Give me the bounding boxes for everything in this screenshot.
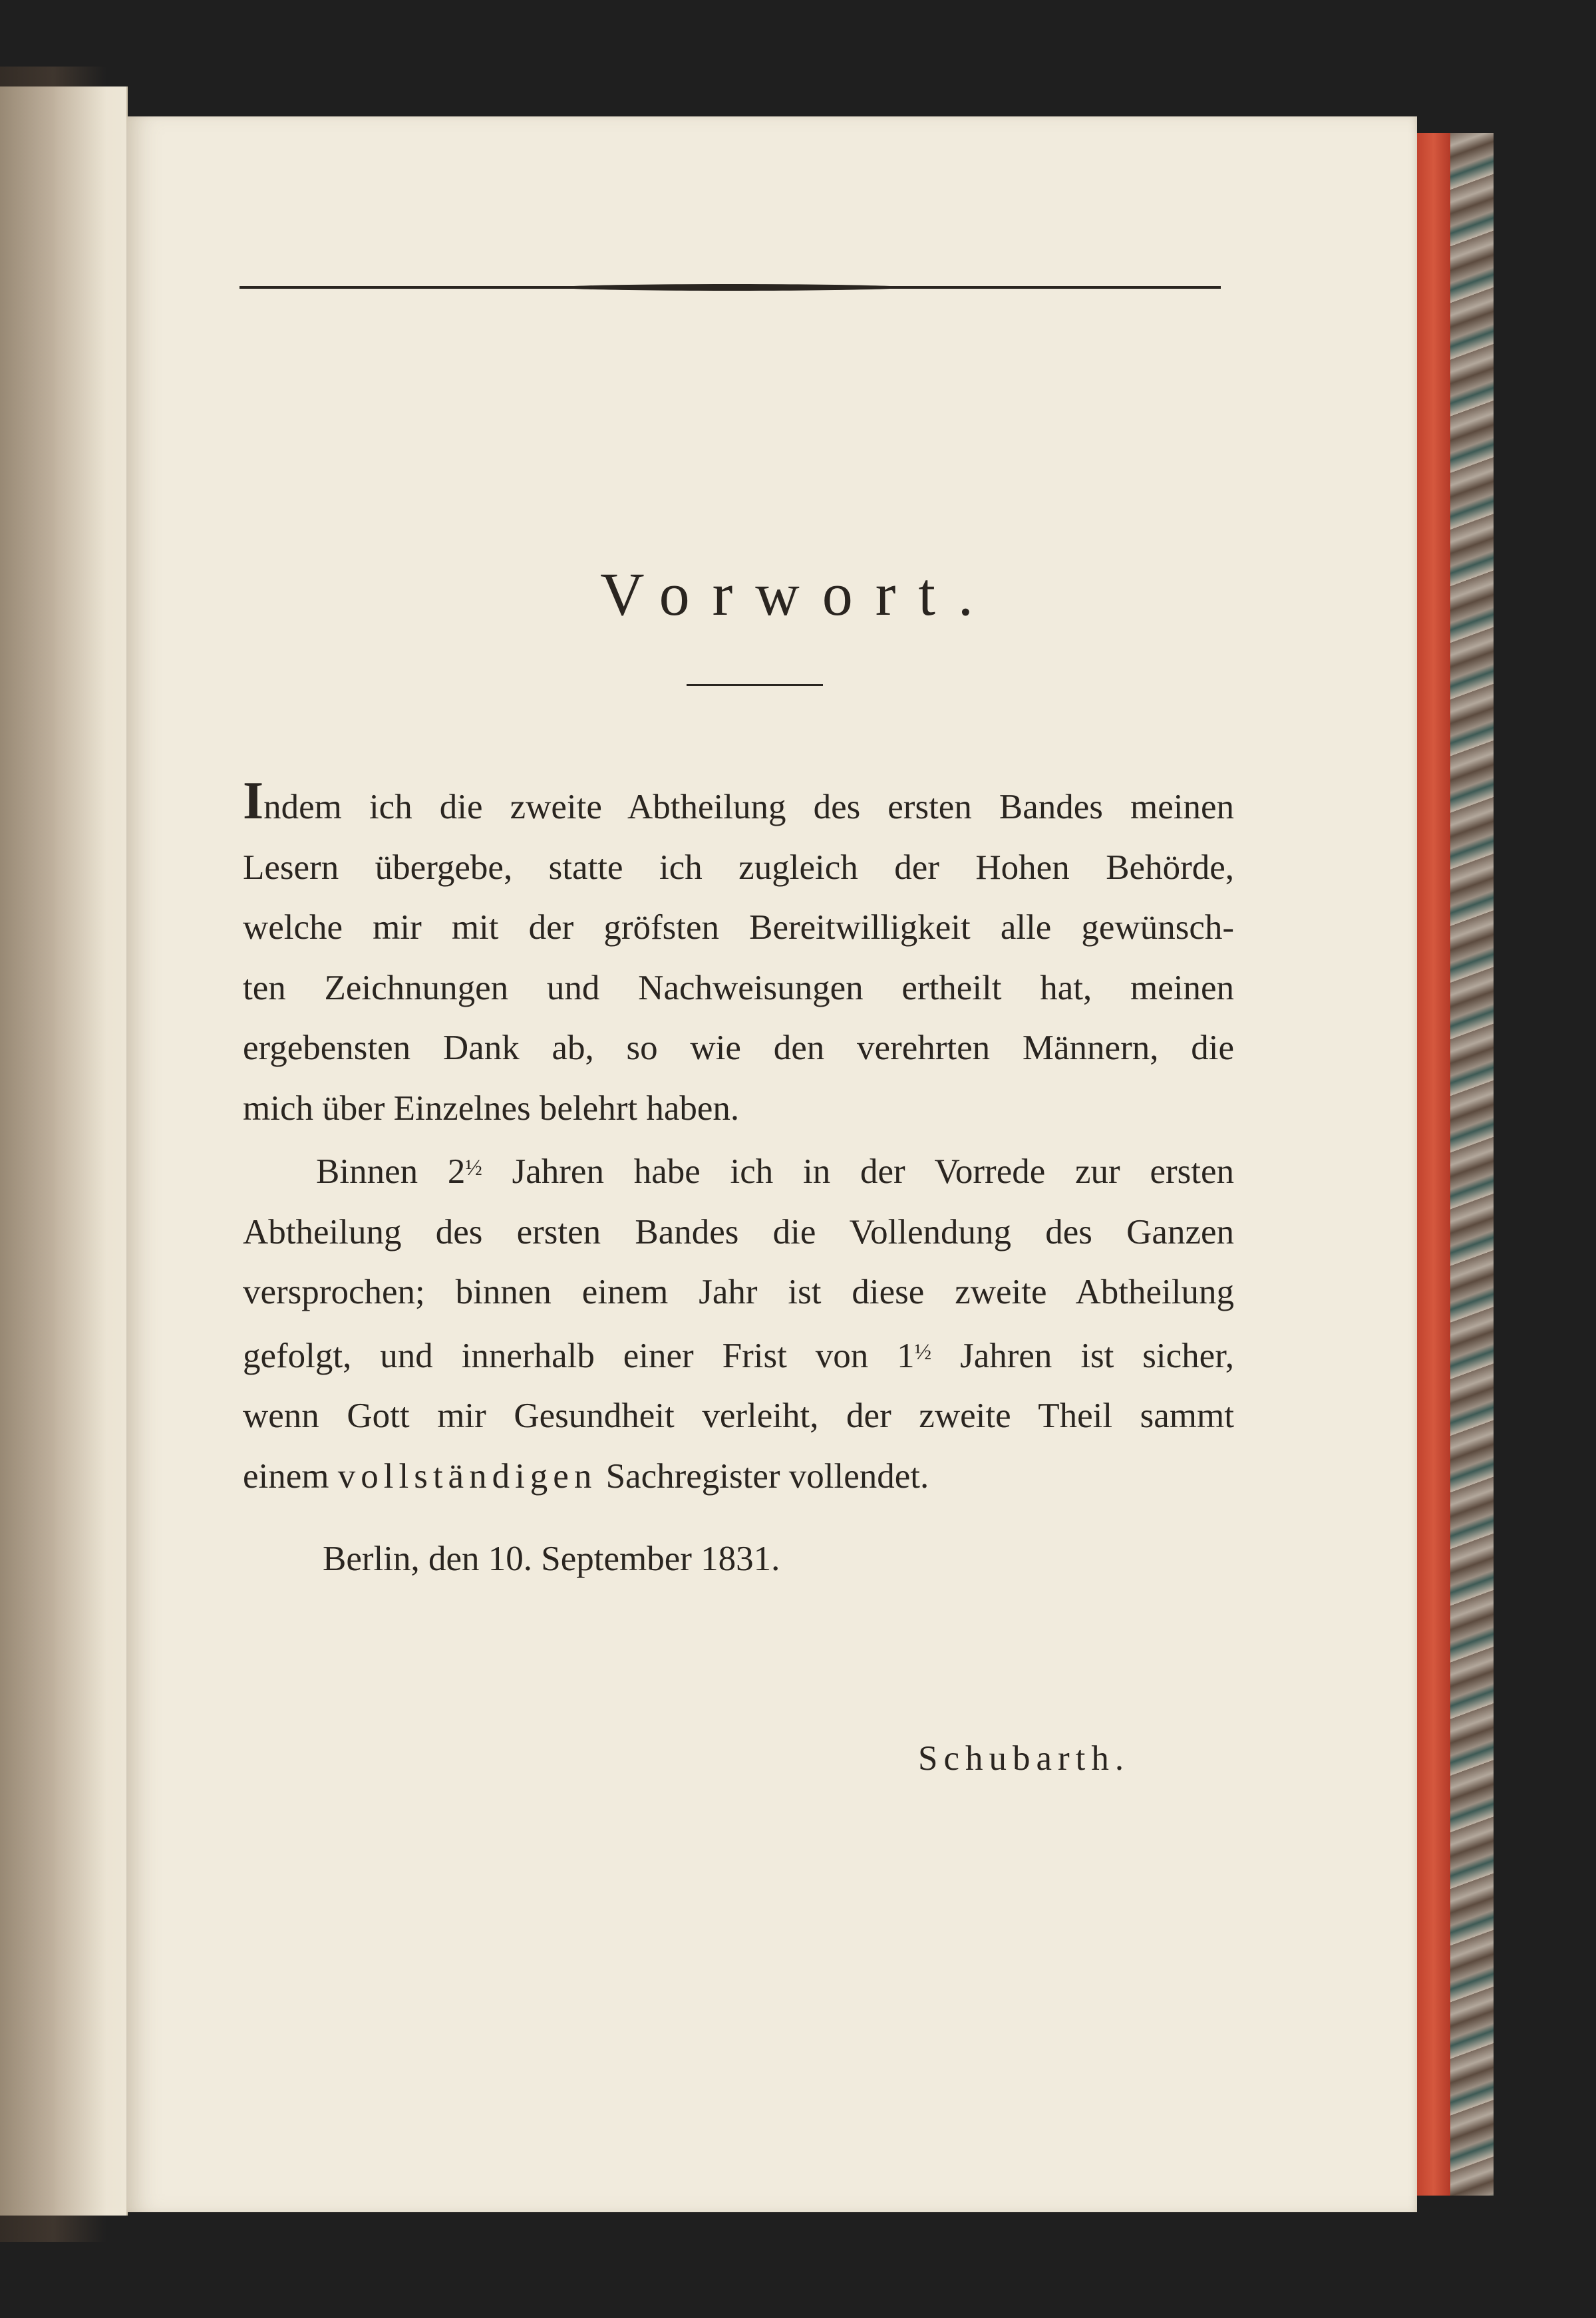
text-line: wenn Gott mir Gesundheit verleiht, der zweite Theil sammt [243,1397,1234,1435]
date-line: Berlin, den 10. September 1831. [323,1540,780,1578]
drop-cap: I [243,772,264,830]
preface-text [243,772,1234,1506]
text-line: Abtheilung des ersten Bandes die Vollendung des Ganzen [243,1212,1234,1251]
line-text: Binnen 2 [316,1152,466,1191]
line-text: Jahren ist sicher, [931,1336,1234,1375]
emphasized-word: vollständigen [337,1456,597,1496]
text-line: mich über Einzelnes belehrt haben. [243,1088,740,1128]
page-title: Vorwort. [600,560,996,628]
line-text: ndem ich die zweite Abtheilung des ersten Bandes meinen [263,788,1234,826]
fraction: ½ [914,1339,932,1365]
text-line [243,1446,1234,1507]
marbled-edge [1450,133,1494,2196]
fraction: ½ [465,1156,482,1180]
text-line: ten Zeichnungen und Nachweisungen ertheilt hat, meinen [243,968,1234,1007]
text-line: ergebensten Dank ab, so wie den verehrten Männern, die [243,1029,1234,1067]
line-text: Sachregister vollendet. [597,1456,929,1496]
text-line [243,772,1234,838]
title-rule [687,684,823,686]
author-signature: Schubarth. [918,1739,1130,1778]
text-line [243,1323,1234,1387]
text-line: versprochen; binnen einem Jahr ist diese zweite Abtheilung [243,1273,1234,1311]
line-text: Jahren habe ich in der Vorrede zur ersten [482,1152,1234,1191]
header-rule-ornament [559,284,905,291]
page-edge-red [1417,133,1450,2196]
text-line [243,1138,1234,1202]
paragraph-2 [243,1138,1234,1506]
line-text: einem [243,1456,338,1496]
paragraph-1 [243,772,1234,1138]
line-text: gefolgt, und innerhalb einer Frist von 1 [243,1336,915,1375]
text-line: Lesern übergebe, statte ich zugleich der Hohen Behörde, [243,848,1234,887]
text-line: welche mir mit der gröfsten Bereitwilligkeit alle gewünsch- [243,908,1234,947]
book-cover-edge [0,67,106,2242]
